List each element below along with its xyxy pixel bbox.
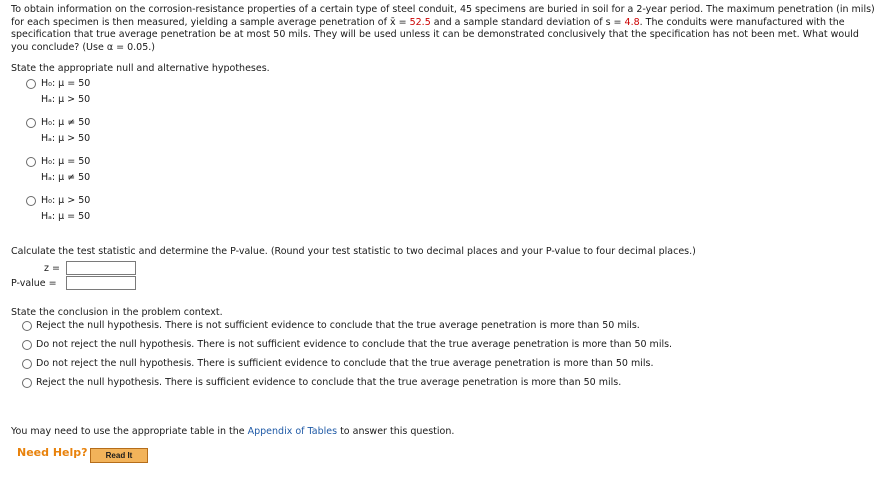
need-help-label: Need Help?: [17, 446, 88, 459]
conclusion-option-1-label: Reject the null hypothesis. There is not sufficient evidence to conclude that the true average penetration is more than 50 mils.: [36, 320, 640, 331]
test-prompt: Calculate the test statistic and determine the P-value. (Round your test statistic to two decimal places and your P-value to four decimal places.): [11, 246, 696, 257]
z-input[interactable]: [66, 261, 136, 275]
hypothesis-option-1-h0: H₀: μ = 50: [41, 78, 91, 89]
conclusion-prompt: State the conclusion in the problem context.: [11, 307, 223, 318]
hypothesis-option-1-ha: Hₐ: μ > 50: [41, 94, 91, 105]
hypothesis-option-1-radio[interactable]: [26, 79, 36, 89]
hypothesis-option-4-h0: H₀: μ > 50: [41, 195, 91, 206]
p-value-input[interactable]: [66, 276, 136, 290]
appendix-link[interactable]: Appendix of Tables: [247, 426, 338, 437]
p-value-label: P-value =: [11, 278, 57, 289]
xbar-value: 52.5: [409, 16, 431, 28]
conclusion-option-3-label: Do not reject the null hypothesis. There is sufficient evidence to conclude that the true average penetration is more than 50 mils.: [36, 358, 654, 369]
conclusion-option-2-radio[interactable]: [22, 340, 32, 350]
conclusion-option-4-label: Reject the null hypothesis. There is sufficient evidence to conclude that the true average penetration is more than 50 mils.: [36, 377, 622, 388]
hypothesis-option-2-h0: H₀: μ ≠ 50: [41, 117, 91, 128]
conclusion-option-1-radio[interactable]: [22, 321, 32, 331]
conclusion-option-4-radio[interactable]: [22, 378, 32, 388]
conclusion-option-2-label: Do not reject the null hypothesis. There is not sufficient evidence to conclude that the true average penetration is more than 50 mils.: [36, 339, 673, 350]
xbar-symbol: x̄: [389, 16, 396, 28]
conclusion-option-3-radio[interactable]: [22, 359, 32, 369]
footer-text: to answer this question.: [337, 426, 455, 437]
hypothesis-option-3-radio[interactable]: [26, 157, 36, 167]
z-label: z =: [44, 263, 60, 274]
xbar-equals: =: [395, 16, 410, 28]
hypotheses-prompt: State the appropriate null and alternative hypotheses.: [11, 63, 270, 74]
problem-text-part: To obtain information on the corrosion-resistance properties of a certain type of steel conduit, 45 specimens are buried in soil for a 2-year period. The maximum penetration (in mils) for each specimen is then measured, yielding a sample average penetration of: [11, 4, 875, 28]
problem-text: [11, 4, 877, 54]
problem-text-part: . The conduits were manufactured with the specification that true average penetration be at most 50 mils. They will be used unless it can be demonstrated conclusively that the specification has not been met. What would you conclude? (Use α = 0.05.): [11, 16, 859, 53]
hypothesis-option-2-ha: Hₐ: μ > 50: [41, 133, 91, 144]
footer-note: [11, 426, 454, 438]
hypothesis-option-4-ha: Hₐ: μ = 50: [41, 211, 91, 222]
hypothesis-option-3-h0: H₀: μ = 50: [41, 156, 91, 167]
problem-text-part: and a sample standard deviation of s =: [430, 16, 625, 28]
footer-text: You may need to use the appropriate table in the: [11, 426, 248, 437]
hypothesis-option-4-radio[interactable]: [26, 196, 36, 206]
s-value: 4.8: [624, 16, 640, 28]
read-it-button[interactable]: Read It: [90, 448, 148, 463]
hypothesis-option-3-ha: Hₐ: μ ≠ 50: [41, 172, 91, 183]
hypothesis-option-2-radio[interactable]: [26, 118, 36, 128]
